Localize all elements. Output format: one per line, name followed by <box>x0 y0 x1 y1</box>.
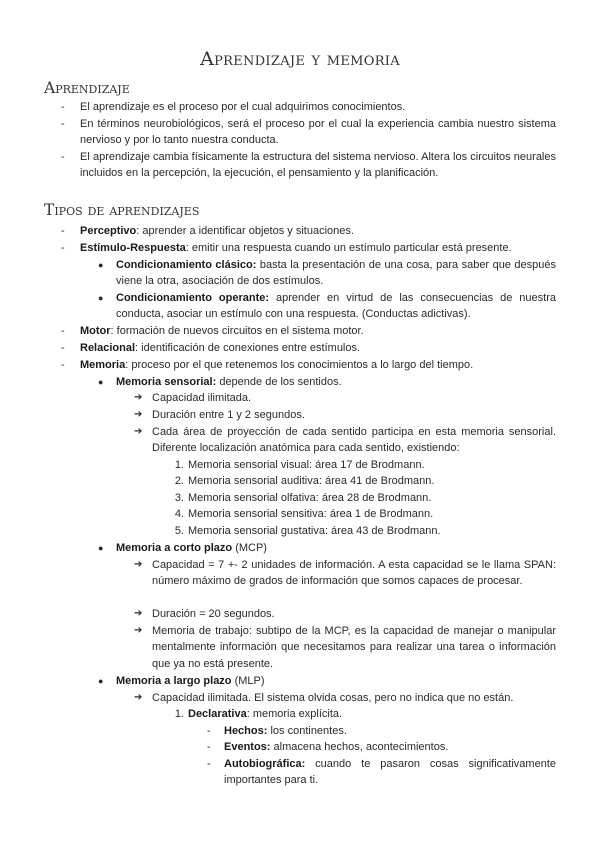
list-item-text: El aprendizaje cambia físicamente la estructura del sistema nervioso. Altera los circuitos neurales incluidos en la percepción, la ejecución, el pensamiento y la planificación. <box>80 151 556 180</box>
sub-item-text: Condicionamiento operante: aprender en virtud de las consecuencias de nuestra conducta, asociar un estímulo con una respuesta. (Conductas adictivas). <box>116 292 556 321</box>
arrow-icon: ➔ <box>134 608 143 619</box>
term: Declarativa <box>188 708 247 720</box>
list-item-text: Memoria: proceso por el que retenemos los conocimientos a lo largo del tiempo. <box>80 359 474 371</box>
term: Condicionamiento clásico: <box>116 259 257 271</box>
sub-item-text: Memoria a corto plazo (MCP) <box>116 542 267 554</box>
list-item-text: En términos neurobiológicos, será el proceso por el cual la experiencia cambia nuestro sistema nervioso y por lo tanto nuestra conducta. <box>80 118 556 147</box>
dash-marker: - <box>207 725 211 737</box>
numbered-item-text: Memoria sensorial visual: área 17 de Brodmann. <box>188 459 425 471</box>
bullet-marker: ● <box>98 260 104 270</box>
item-number: 1. <box>174 459 184 471</box>
dash-marker: - <box>61 359 65 371</box>
dash-marker: - <box>61 325 65 337</box>
item-number: 2. <box>174 475 184 487</box>
bullet-marker: ● <box>98 676 104 686</box>
arrow-item-text: Memoria de trabajo: subtipo de la MCP, es la capacidad de manejar o manipular mentalmente información que necesitamos para realizar una tarea o información que ya no está presente. <box>152 625 556 670</box>
item-number: 1. <box>174 708 184 720</box>
term: Motor <box>80 325 111 337</box>
list-item-text: Motor: formación de nuevos circuitos en el sistema motor. <box>80 325 364 337</box>
dash-marker: - <box>61 342 65 354</box>
list-item-text: Relacional: identificación de conexiones entre estímulos. <box>80 342 361 354</box>
item-number: 3. <box>174 492 184 504</box>
dash-marker: - <box>61 101 65 113</box>
dash-item-text: Hechos: los continentes. <box>224 725 347 737</box>
dash-marker: - <box>207 741 211 753</box>
bullet-marker: ● <box>98 543 104 553</box>
term: Memoria sensorial: <box>116 376 217 388</box>
list-item-text: Perceptivo: aprender a identificar objetos y situaciones. <box>80 225 354 237</box>
arrow-item-text: Cada área de proyección de cada sentido participa en esta memoria sensorial. Diferente localización anatómica para cada sentido, existiendo: <box>152 426 556 455</box>
arrow-icon: ➔ <box>134 409 143 420</box>
dash-marker: - <box>61 225 65 237</box>
dash-item-text: Autobiográfica: cuando te pasaron cosas significativamente importantes para ti. <box>224 758 556 787</box>
numbered-item-text: Memoria sensorial gustativa: área 43 de Brodmann. <box>188 525 441 537</box>
sub-item-text: Memoria sensorial: depende de los sentidos. <box>116 376 342 388</box>
term: Estímulo-Respuesta <box>80 242 186 254</box>
sub-item-text: Memoria a largo plazo (MLP) <box>116 675 265 687</box>
term: Eventos: <box>224 741 271 753</box>
arrow-icon: ➔ <box>134 692 143 703</box>
numbered-item-text: Memoria sensorial sensitiva: área 1 de Brodmann. <box>188 508 434 520</box>
dash-marker: - <box>61 242 65 254</box>
item-number: 4. <box>174 508 184 520</box>
dash-marker: - <box>207 758 211 770</box>
term: Condicionamiento operante: <box>116 292 270 304</box>
page-title: Aprendizaje y memoria <box>200 48 400 70</box>
arrow-item-text: Duración = 20 segundos. <box>152 608 275 620</box>
section-heading-aprendizaje: Aprendizaje <box>44 79 130 97</box>
numbered-item-text: Memoria sensorial olfativa: área 28 de Brodmann. <box>188 492 432 504</box>
term: Relacional <box>80 342 136 354</box>
dash-marker: - <box>61 151 65 163</box>
dash-marker: - <box>61 118 65 130</box>
arrow-item-text: Capacidad ilimitada. <box>152 392 252 404</box>
term: Memoria a corto plazo <box>116 542 233 554</box>
arrow-icon: ➔ <box>134 392 143 403</box>
term: Memoria a largo plazo <box>116 675 232 687</box>
bullet-marker: ● <box>98 293 104 303</box>
dash-item-text: Eventos: almacena hechos, acontecimientos. <box>224 741 449 753</box>
term: Perceptivo <box>80 225 137 237</box>
list-item-text: Estímulo-Respuesta: emitir una respuesta cuando un estímulo particular está presente. <box>80 242 512 254</box>
arrow-item-text: Capacidad ilimitada. El sistema olvida cosas, pero no indica que no están. <box>152 692 514 704</box>
arrow-icon: ➔ <box>134 559 143 570</box>
term: Memoria <box>80 359 126 371</box>
arrow-icon: ➔ <box>134 625 143 636</box>
arrow-icon: ➔ <box>134 426 143 437</box>
section-heading-tipos: Tipos de aprendizajes <box>44 201 200 219</box>
sub-item-text: Condicionamiento clásico: basta la presentación de una cosa, para saber que después viene la otra, asociación de dos estímulos. <box>116 259 556 288</box>
term: Autobiográfica: <box>224 758 306 770</box>
bullet-marker: ● <box>98 377 104 387</box>
numbered-item-text: Declarativa: memoria explícita. <box>188 708 343 720</box>
item-number: 5. <box>174 525 184 537</box>
numbered-item-text: Memoria sensorial auditiva: área 41 de Brodmann. <box>188 475 435 487</box>
arrow-item-text: Capacidad = 7 +- 2 unidades de información. A esta capacidad se le llama SPAN: número máximo de grados de información que somos capaces de procesar. <box>152 559 556 588</box>
list-item-text: El aprendizaje es el proceso por el cual adquirimos conocimientos. <box>80 101 406 113</box>
arrow-item-text: Duración entre 1 y 2 segundos. <box>152 409 305 421</box>
term: Hechos: <box>224 725 268 737</box>
